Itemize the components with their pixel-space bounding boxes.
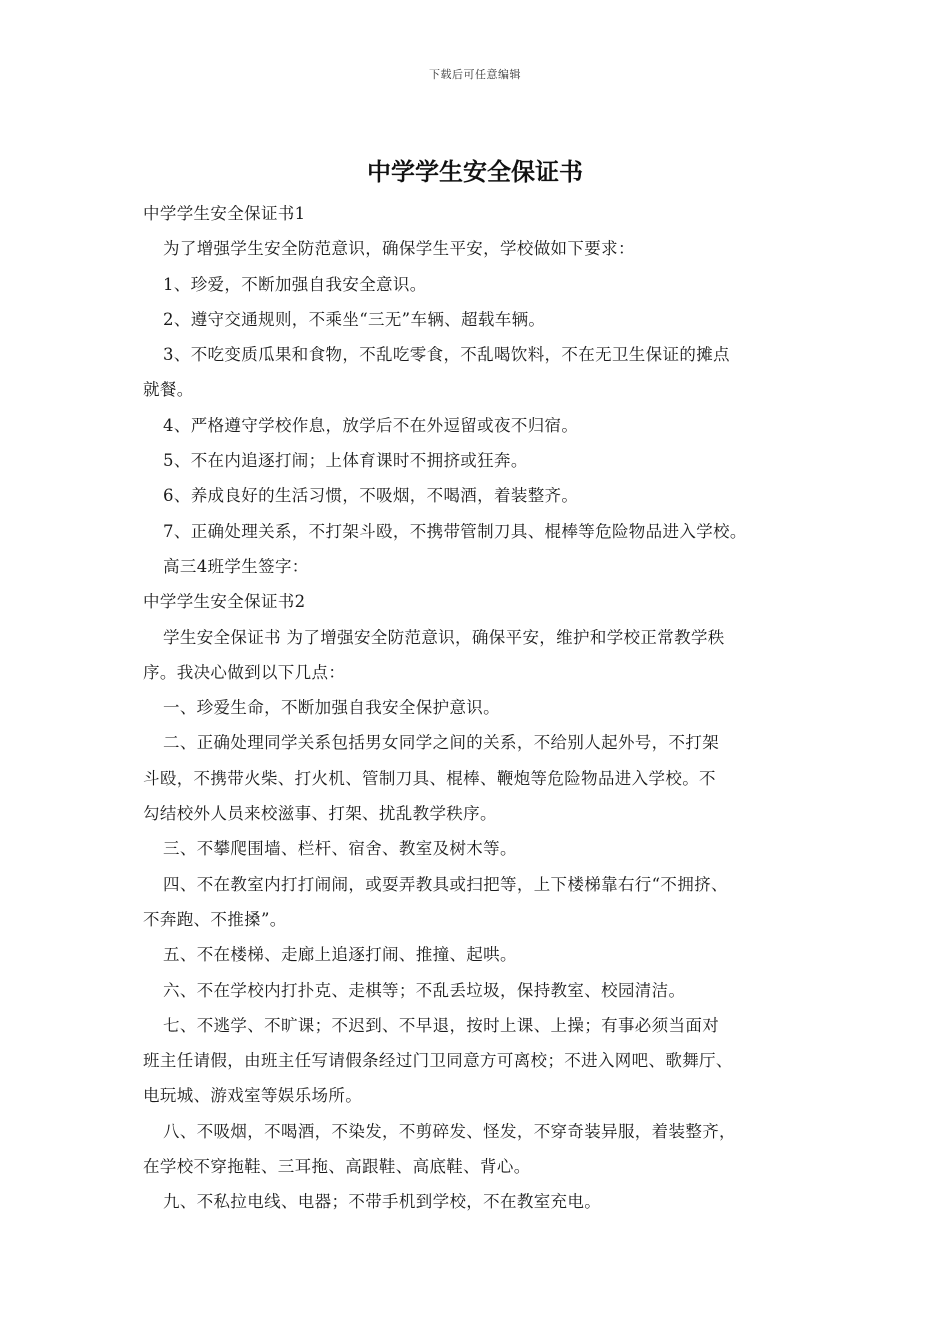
text-line: 中学学生安全保证书1 (143, 204, 306, 223)
text-line: 勾结校外人员来校滋事、打架、扰乱教学秩序。 (143, 804, 497, 824)
text-line: 四、不在教室内打打闹闹，或耍弄教具或扫把等，上下楼梯靠右行“不拥挤、 (163, 874, 728, 894)
text-line: 高三4班学生签字： (163, 556, 309, 576)
text-line: 为了增强学生安全防范意识，确保学生平安，学校做如下要求： (163, 239, 635, 259)
text-line: 1、珍爱，不断加强自我安全意识。 (163, 274, 427, 294)
header-note: 下载后可任意编辑 (429, 68, 521, 81)
text-line: 2、遵守交通规则，不乘坐“三无”车辆、超载车辆。 (163, 309, 546, 329)
text-line: 5、不在内追逐打闹；上体育课时不拥挤或狂奔。 (163, 451, 528, 471)
document-body (143, 196, 815, 1220)
text-line: 电玩城、游戏室等娱乐场所。 (143, 1086, 363, 1106)
text-line: 三、不攀爬围墙、栏杆、宿舍、教室及树木等。 (163, 839, 517, 859)
text-line: 不奔跑、不推搡”。 (143, 909, 287, 929)
text-line: 二、正确处理同学关系包括男女同学之间的关系，不给别人起外号，不打架 (163, 733, 720, 753)
text-line: 中学学生安全保证书2 (143, 592, 306, 612)
text-line: 4、严格遵守学校作息，放学后不在外逗留或夜不归宿。 (163, 415, 579, 435)
text-line: 7、正确处理关系，不打架斗殴，不携带管制刀具、棍棒等危险物品进入学校。 (163, 521, 747, 541)
text-line: 3、不吃变质瓜果和食物，不乱吃零食，不乱喝饮料，不在无卫生保证的摊点 (163, 345, 730, 365)
text-line: 就餐。 (143, 380, 194, 400)
text-line: 6、养成良好的生活习惯，不吸烟，不喝酒，着装整齐。 (163, 486, 579, 506)
text-line: 斗殴，不携带火柴、打火机、管制刀具、棍棒、鞭炮等危险物品进入学校。不 (143, 768, 716, 788)
text-line: 一、珍爱生命，不断加强自我安全保护意识。 (163, 698, 500, 718)
text-line: 序。我决心做到以下几点： (143, 662, 346, 682)
text-line: 七、不逃学、不旷课；不迟到、不早退，按时上课、上操；有事必须当面对 (163, 1015, 720, 1035)
text-line: 九、不私拉电线、电器；不带手机到学校，不在教室充电。 (163, 1192, 602, 1212)
text-line: 八、不吸烟，不喝酒，不染发，不剪碎发、怪发，不穿奇装异服，着装整齐， (163, 1121, 736, 1141)
document-title: 中学学生安全保证书 (367, 157, 583, 186)
text-line: 学生安全保证书 为了增强安全防范意识，确保平安，维护和学校正常教学秩 (163, 627, 725, 647)
text-line: 在学校不穿拖鞋、三耳拖、高跟鞋、高底鞋、背心。 (143, 1157, 531, 1177)
text-line: 班主任请假，由班主任写请假条经过门卫同意方可离校；不进入网吧、歌舞厅、 (143, 1051, 733, 1071)
text-line: 六、不在学校内打扑克、走棋等；不乱丢垃圾，保持教室、校园清洁。 (163, 980, 686, 1000)
text-line: 五、不在楼梯、走廊上追逐打闹、推撞、起哄。 (163, 945, 517, 965)
